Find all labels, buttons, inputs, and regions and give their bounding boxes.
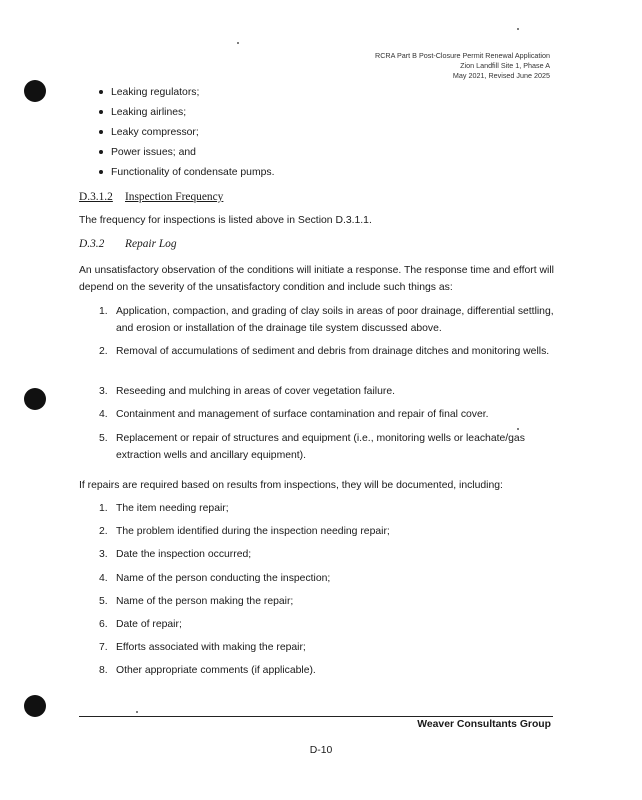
header-title: RCRA Part B Post-Closure Permit Renewal Application [375, 51, 550, 60]
list-item [99, 383, 554, 400]
item-text: Containment and management of surface contamination and repair of final cover. [116, 409, 489, 420]
item-number: 2. [99, 526, 108, 537]
header-date: May 2021, Revised June 2025 [452, 71, 550, 80]
bullet-item: Functionality of condensate pumps. [111, 167, 275, 178]
page-number: D-10 [309, 745, 333, 756]
list-item [99, 616, 554, 633]
scan-speck [136, 711, 138, 713]
item-number: 5. [99, 433, 108, 444]
list-item [99, 546, 554, 563]
item-number: 4. [99, 409, 108, 420]
item-text: Reseeding and mulching in areas of cover vegetation failure. [116, 386, 395, 397]
list-item [99, 406, 554, 423]
section-heading-d32 [79, 238, 177, 250]
bullet-item: Leaking regulators; [111, 87, 200, 98]
item-number: 3. [99, 549, 108, 560]
item-number: 8. [99, 665, 108, 676]
punch-hole-bottom [24, 695, 46, 717]
item-number: 1. [99, 503, 108, 514]
bullet-item: Power issues; and [111, 147, 196, 158]
item-number: 5. [99, 596, 108, 607]
section-title: Inspection Frequency [125, 191, 224, 203]
list-item [99, 343, 554, 360]
section-heading-d312 [79, 191, 223, 203]
scan-speck [517, 28, 519, 30]
item-text: Other appropriate comments (if applicable). [116, 665, 316, 676]
item-text: The item needing repair; [116, 503, 229, 514]
item-text: Name of the person making the repair; [116, 596, 294, 607]
footer-company-name: Weaver Consultants Group [417, 719, 551, 730]
item-text: Efforts associated with making the repair; [116, 642, 306, 653]
footer-divider [79, 716, 553, 717]
item-text: Date the inspection occurred; [116, 549, 252, 560]
section-number: D.3.1.2 [79, 191, 113, 203]
item-number: 3. [99, 386, 108, 397]
list-item [99, 593, 554, 610]
item-text: Date of repair; [116, 619, 182, 630]
list-item [99, 570, 554, 587]
item-text: The problem identified during the inspection needing repair; [116, 526, 390, 537]
item-number: 1. [99, 306, 108, 317]
list-item [99, 430, 554, 464]
scan-speck [237, 42, 239, 44]
repairs-intro: If repairs are required based on results from inspections, they will be documented, including: [79, 480, 503, 491]
header-site: Zion Landfill Site 1, Phase A [460, 61, 550, 70]
bullet-item: Leaky compressor; [111, 127, 199, 138]
list-item [99, 662, 554, 679]
item-number: 4. [99, 573, 108, 584]
item-text: Replacement or repair of structures and equipment (i.e., monitoring wells or leachate/gas extraction wells and ancillary equipment). [116, 433, 525, 461]
list-item [99, 303, 554, 337]
bullet-item: Leaking airlines; [111, 107, 187, 118]
list-item [99, 523, 554, 540]
list-item [99, 500, 554, 517]
item-number: 2. [99, 346, 108, 357]
item-number: 7. [99, 642, 108, 653]
section-title: Repair Log [125, 238, 177, 250]
document-header [375, 51, 550, 81]
item-text: Name of the person conducting the inspection; [116, 573, 331, 584]
list-item [99, 639, 554, 656]
item-number: 6. [99, 619, 108, 630]
item-text: Application, compaction, and grading of clay soils in areas of poor drainage, differential settling, and erosion or installation of the drainage tile system discussed above. [116, 306, 554, 334]
repair-log-intro: An unsatisfactory observation of the conditions will initiate a response. The response time and effort will depend on the severity of the unsatisfactory condition and include such things as: [79, 265, 554, 293]
punch-hole-middle [24, 388, 46, 410]
section-number: D.3.2 [79, 238, 105, 250]
item-text: Removal of accumulations of sediment and debris from drainage ditches and monitoring wells. [116, 346, 550, 357]
punch-hole-top [24, 80, 46, 102]
frequency-paragraph: The frequency for inspections is listed above in Section D.3.1.1. [79, 215, 372, 226]
